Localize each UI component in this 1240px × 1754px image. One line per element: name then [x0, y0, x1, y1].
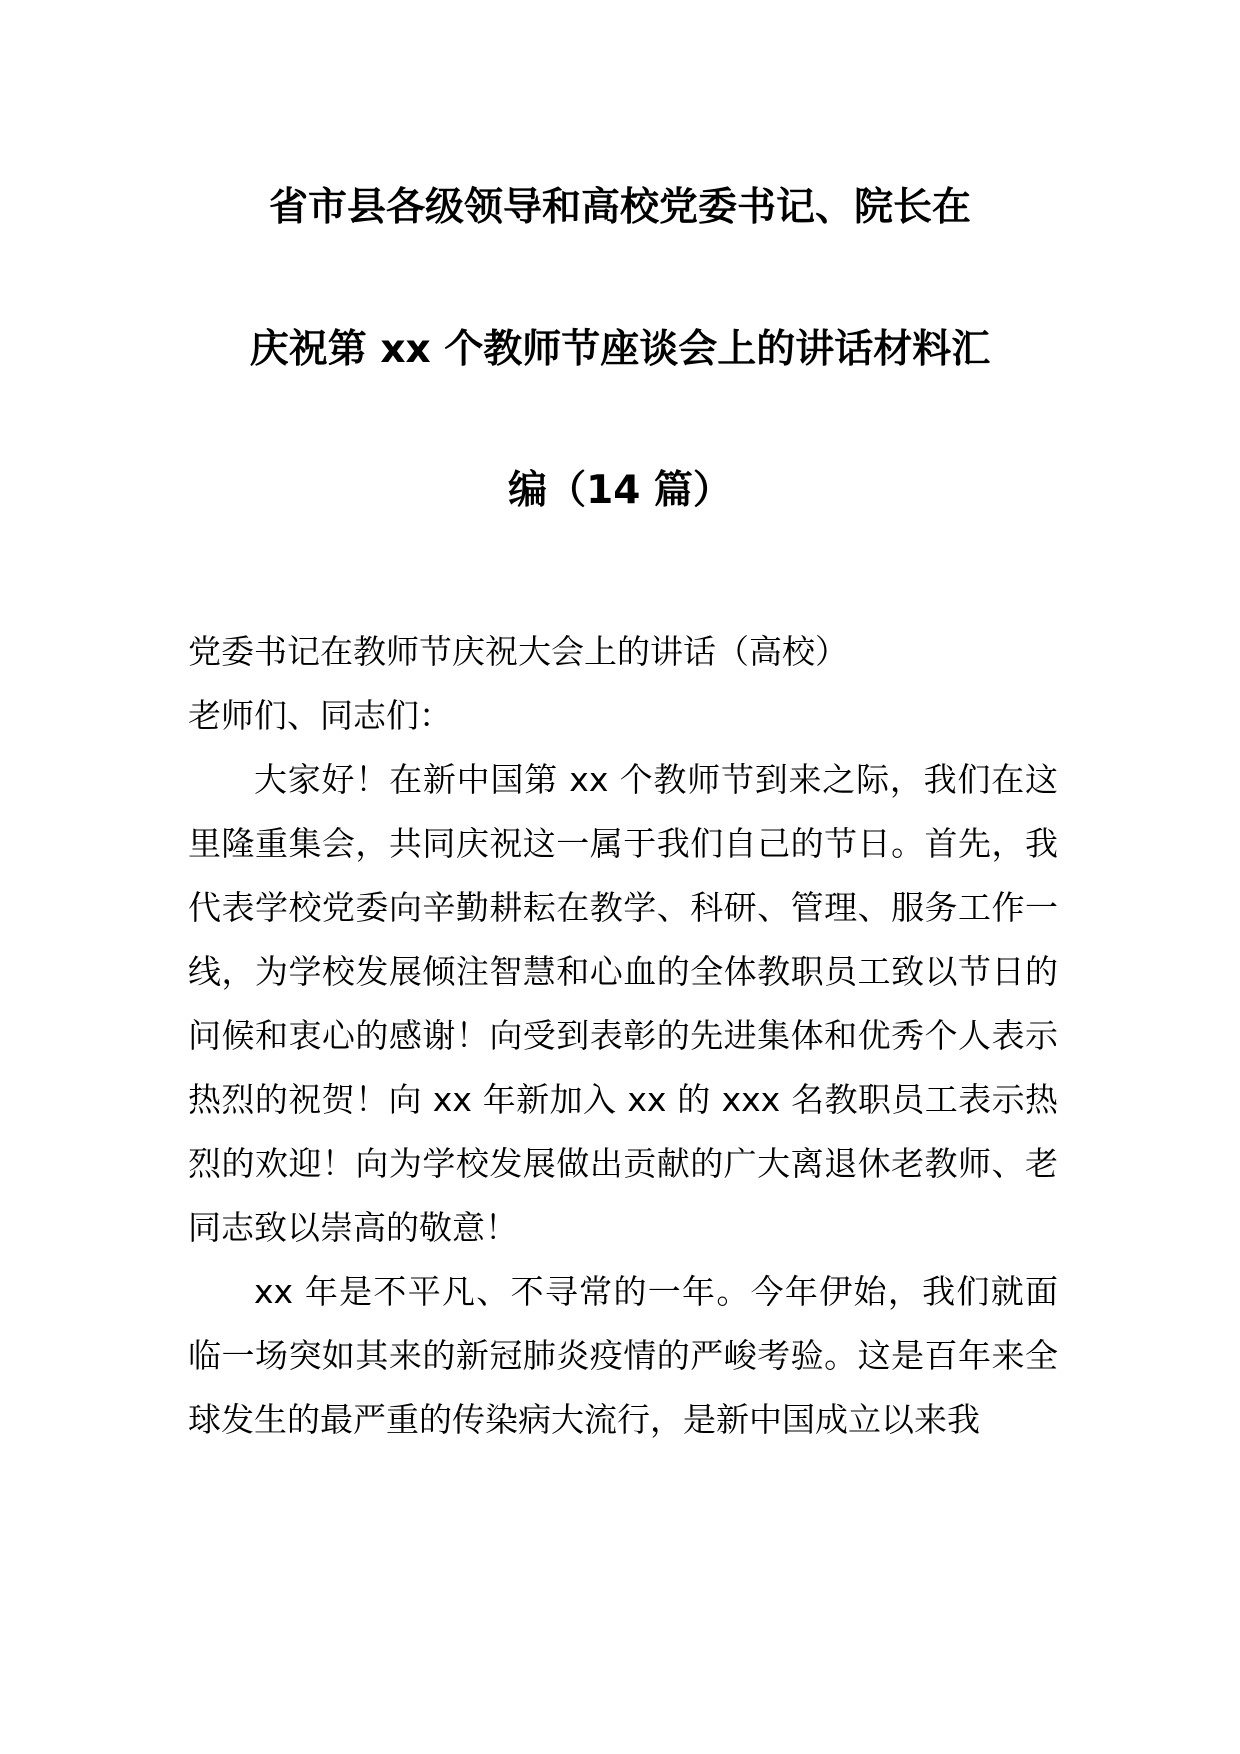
body-paragraph-2: xx 年是不平凡、不寻常的一年。今年伊始，我们就面临一场突如其来的新冠肺炎疫情的严峻考验。这是百年来全球发生的最严重的传染病大流行，是新中国成立以来我 [188, 1272, 1058, 1439]
document-title-line-3: 编（14 篇） [508, 468, 732, 513]
salutation: 老师们、同志们： [188, 696, 452, 735]
document-body [188, 620, 1058, 1452]
document-title-line-1: 省市县各级领导和高校党委书记、院长在 [268, 185, 971, 230]
document-title-line-2: 庆祝第 xx 个教师节座谈会上的讲话材料汇 [249, 327, 991, 372]
section-title: 党委书记在教师节庆祝大会上的讲话（高校） [188, 632, 848, 671]
body-paragraph-1: 大家好！在新中国第 xx 个教师节到来之际，我们在这里隆重集会，共同庆祝这一属于我们自己的节日。首先，我代表学校党委向辛勤耕耘在教学、科研、管理、服务工作一线，为学校发展倾注智慧和心血的全体教职员工致以节日的问候和衷心的感谢！向受到表彰的先进集体和优秀个人表示热烈的祝贺！向 xx 年新加入 xx 的 xxx 名教职员工表示热烈的欢迎！向为学校发展做出贡献的广大离退休老教师、老同志致以崇高的敬意！ [188, 760, 1058, 1247]
